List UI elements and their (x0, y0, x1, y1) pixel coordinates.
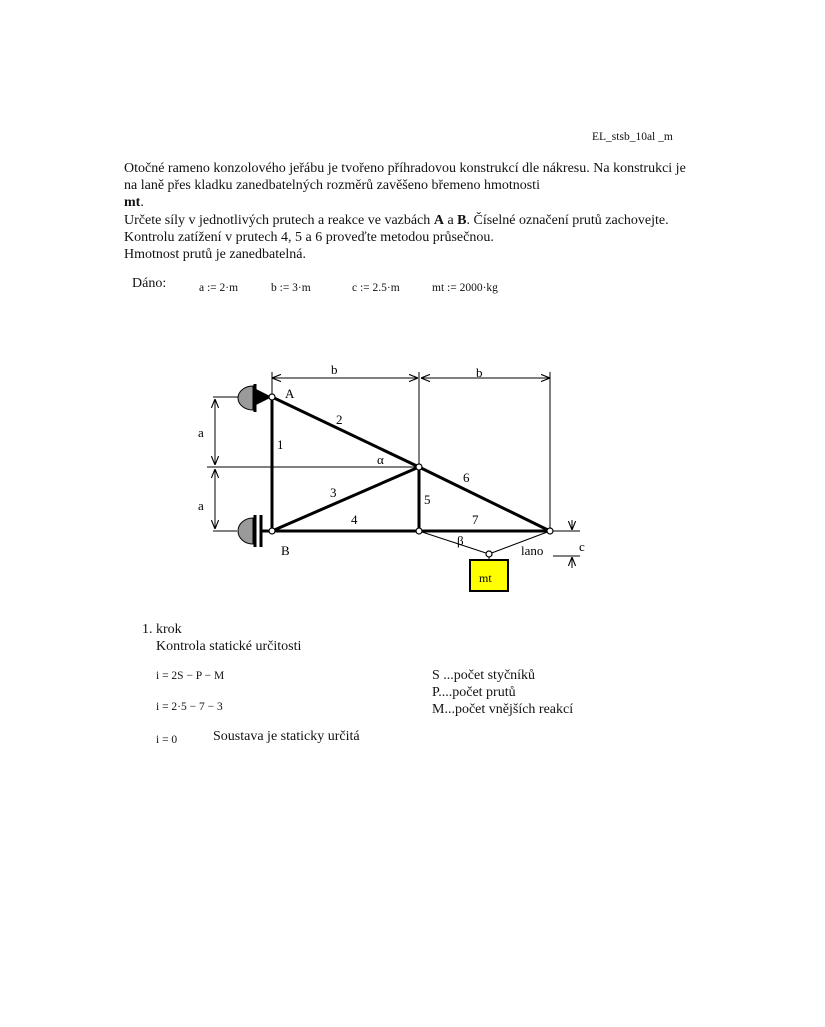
member-4-label: 4 (351, 512, 358, 527)
load-label: mt (479, 571, 492, 585)
mass-symbol: mt (124, 195, 141, 211)
support-B-symbol (238, 515, 272, 547)
and-word: a (447, 212, 454, 228)
member-2 (272, 397, 419, 467)
point-A-label: A (285, 386, 295, 401)
step-1 (142, 621, 301, 655)
member-7-label: 7 (472, 512, 479, 527)
dim-b-left-label: b (331, 362, 338, 377)
dim-a-top-label: a (198, 425, 204, 440)
point-B-label: B (281, 543, 290, 558)
statement-text-1: Otočné rameno konzolového jeřábu je tvořeno příhradovou konstrukcí dle nákresu. Na konstrukci je na laně přes kladku zanedbatelných rozměrů zavěšeno břemeno hmotnosti (124, 161, 686, 194)
support-B-label: B (457, 212, 467, 228)
formula-result: i = 0 (156, 734, 178, 746)
conclusion-text: Soustava je staticky určitá (213, 729, 360, 744)
member-3 (272, 467, 419, 531)
member-5-label: 5 (424, 492, 431, 507)
truss-members (272, 397, 550, 531)
member-1-label: 1 (277, 437, 284, 452)
statement-paragraph-3: Hmotnost prutů je zanedbatelná. (124, 247, 306, 263)
document-id: EL_stsb_10al _m (592, 131, 673, 143)
legend-S: S ...počet styčníků (432, 668, 536, 683)
angle-alpha-label: α (377, 452, 384, 467)
step-1-subtitle: Kontrola statické určitosti (156, 639, 302, 654)
statement-text-2a: Určete síly v jednotlivých prutech a reakce ve vazbách (124, 212, 431, 228)
member-6-label: 6 (463, 470, 470, 485)
statement-text-2b: . Číselné označení prutů zachovejte. Kontrolu zatížení v prutech 4, 5 a 6 proveďte metodou průsečnou. (124, 212, 669, 245)
legend-M: M...počet vnějších reakcí (432, 702, 574, 717)
symbol-legend (432, 667, 573, 718)
angle-beta-label: β (457, 533, 464, 548)
given-label: Dáno: (132, 276, 167, 291)
given-b: b := 3·m (271, 282, 311, 294)
legend-P: P....počet prutů (432, 685, 516, 700)
support-A-label: A (433, 212, 444, 228)
support-A-symbol (238, 384, 272, 412)
step-1-title: 1. krok (142, 622, 182, 637)
member-2-label: 2 (336, 412, 343, 427)
formula-general: i = 2S − P − M (156, 670, 225, 682)
dim-a-bottom-label: a (198, 498, 204, 513)
given-mt: mt := 2000·kg (432, 282, 498, 294)
given-c: c := 2.5·m (352, 282, 400, 294)
pulley (486, 551, 492, 557)
dim-c-label: c (579, 539, 585, 554)
member-6 (419, 467, 550, 531)
dim-b-right-label: b (476, 365, 483, 380)
formula-substituted: i = 2·5 − 7 − 3 (156, 701, 223, 713)
given-a: a := 2·m (199, 282, 239, 294)
rope-label: lano (521, 543, 544, 558)
statement-paragraph-1: Otočné rameno konzolového jeřábu je tvořeno příhradovou konstrukcí dle nákresu. Na konstrukci je na laně přes kladku zanedbatelných rozměrů zavěšeno břemeno hmotnosti mt. (124, 161, 686, 211)
member-3-label: 3 (330, 485, 337, 500)
